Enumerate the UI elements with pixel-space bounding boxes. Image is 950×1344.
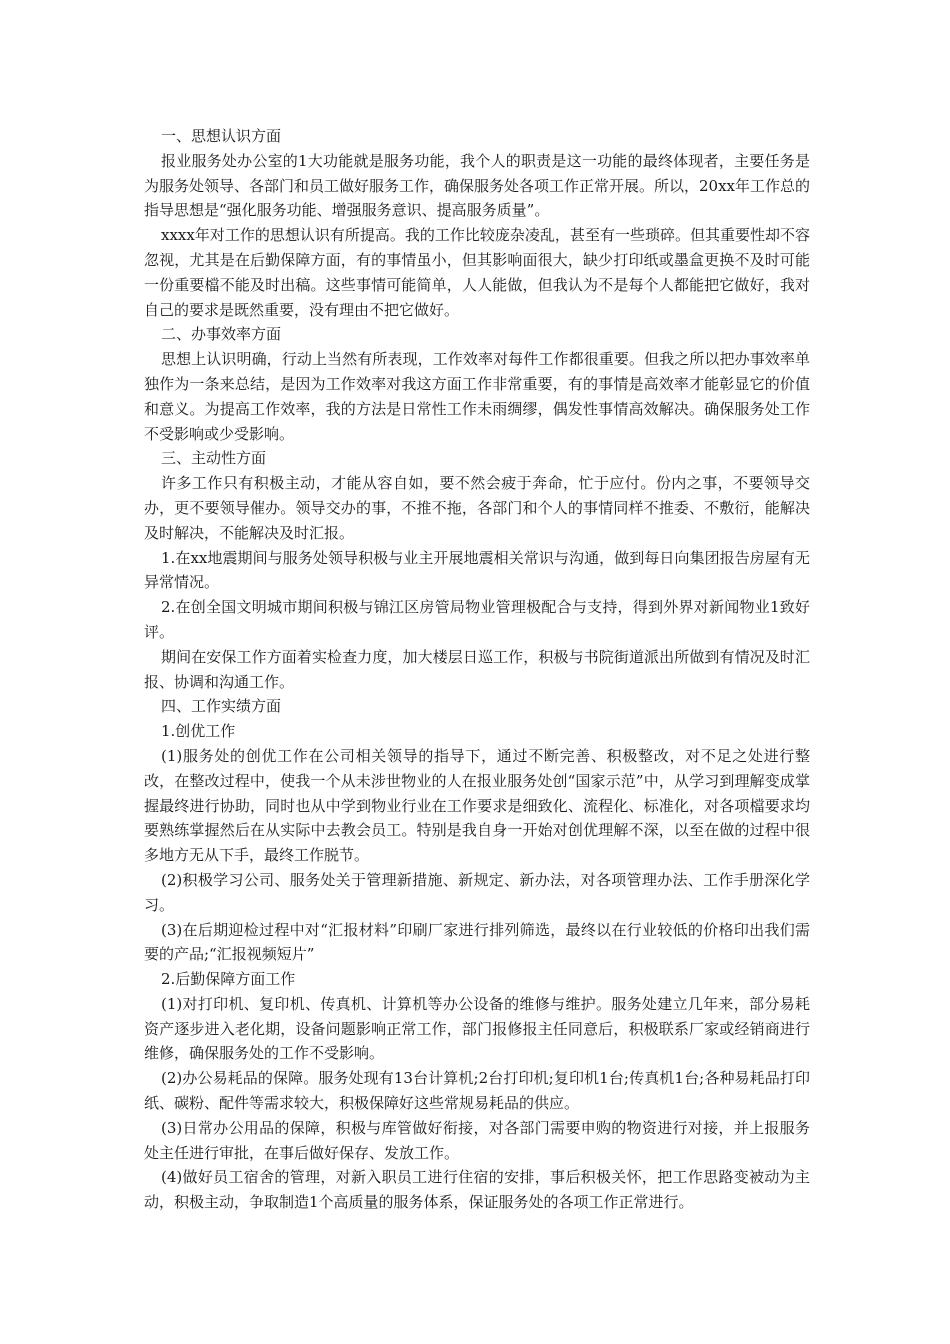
paragraph: 思想上认识明确，行动上当然有所表现，工作效率对每件工作都很重要。但我之所以把办事效率单独作为一条来总结，是因为工作效率对我这方面工作非常重要，有的事情是高效率才能彰显它的价值和意义。为提高工作效率，我的方法是日常性工作未雨绸缪，偶发性事情高效解决。确保服务处工作不受影响或少受影响。: [144, 350, 810, 443]
list-item: (1)对打印机、复印机、传真机、计算机等办公设备的维修与维护。服务处建立几年来，部分易耗资产逐步进入老化期，设备问题影响正常工作，部门报修报主任同意后，积极联系厂家或经销商进行维修，确保服务处的工作不受影响。: [144, 994, 810, 1063]
list-item: (1)服务处的创优工作在公司相关领导的指导下，通过不断完善、积极整改，对不足之处进行整改，在整改过程中，使我一个从未涉世物业的人在报业服务处创“国家示范”中，从学习到理解变成掌握最终进行协助，同时也从中学到物业行业在工作要求是细致化、流程化、标准化，对各项檔要求均要熟练掌握然后在从实际中去教会员工。特别是我自身一开始对创优理解不深，以至在做的过程中很多地方无从下手，最终工作脱节。: [144, 746, 810, 865]
paragraph: 期间在安保工作方面着实检查力度，加大楼层日巡工作，积极与书院街道派出所做到有情况及时汇报、协调和沟通工作。: [144, 647, 810, 691]
list-item: 2.在创全国文明城市期间积极与锦江区房管局物业管理极配合与支持，得到外界对新闻物业1致好评。: [144, 598, 810, 641]
list-item: (2)办公易耗品的保障。服务处现有13台计算机;2台打印机;复印机1台;传真机1台;各种易耗品打印纸、碳粉、配件等需求较大，积极保障好这些常规易耗品的供应。: [144, 1069, 810, 1113]
subheading-logistics: 2.后勤保障方面工作: [161, 970, 296, 989]
paragraph: 报业服务处办公室的1大功能就是服务功能，我个人的职责是这一功能的最终体现者，主要任务是为服务处领导、各部门和员工做好服务工作，确保服务处各项工作正常开展。所以，20xx年工作总的指导思想是“强化服务功能、增强服务意识、提高服务质量”。: [144, 151, 811, 220]
heading-thinking: 一、思想认识方面: [161, 127, 282, 145]
subheading-excellence: 1.创优工作: [161, 722, 236, 741]
list-item: 1.在xx地震期间与服务处领导积极与业主开展地震相关常识与沟通，做到每日向集团报告房屋有无异常情况。: [144, 548, 810, 592]
list-item: (2)积极学习公司、服务处关于管理新措施、新规定、新办法，对各项管理办法、工作手册深化学习。: [144, 870, 810, 914]
list-item: (3)日常办公用品的保障，积极与库管做好衔接，对各部门需要申购的物资进行对接，并上报服务处主任进行审批，在事后做好保存、发放工作。: [144, 1118, 810, 1162]
paragraph: xxxx年对工作的思想认识有所提高。我的工作比较庞杂凌乱，甚至有一些琐碎。但其重要性却不容忽视，尤其是在后勤保障方面，有的事情虽小，但其影响面很大，缺少打印纸或墨盒更换不及时可能一份重要檔不能及时出稿。这些事情可能简单，人人能做，但我认为不是每个人都能把它做好，我对自己的要求是既然重要，没有理由不把它做好。: [144, 226, 810, 319]
list-item: (3)在后期迎检过程中对“汇报材料”印刷厂家进行排列筛选，最终以在行业较低的价格印出我们需要的产品;“汇报视频短片”: [144, 920, 810, 964]
paragraph: 许多工作只有积极主动，才能从容自如，要不然会疲于奔命，忙于应付。份内之事，不要领导交办，更不要领导催办。领导交办的事，不推不拖，各部门和个人的事情同样不推委、不敷衍，能解决及时解决，不能解决及时汇报。: [144, 474, 810, 542]
heading-efficiency: 二、办事效率方面: [161, 325, 282, 344]
list-item: (4)做好员工宿舍的管理，对新入职员工进行住宿的安排，事后积极关怀，把工作思路变被动为主动，积极主动，争取制造1个高质量的服务体系，保证服务处的各项工作正常进行。: [144, 1168, 810, 1212]
document-body: [144, 124, 810, 1215]
heading-achievements: 四、工作实绩方面: [161, 697, 282, 716]
heading-initiative: 三、主动性方面: [161, 449, 267, 468]
